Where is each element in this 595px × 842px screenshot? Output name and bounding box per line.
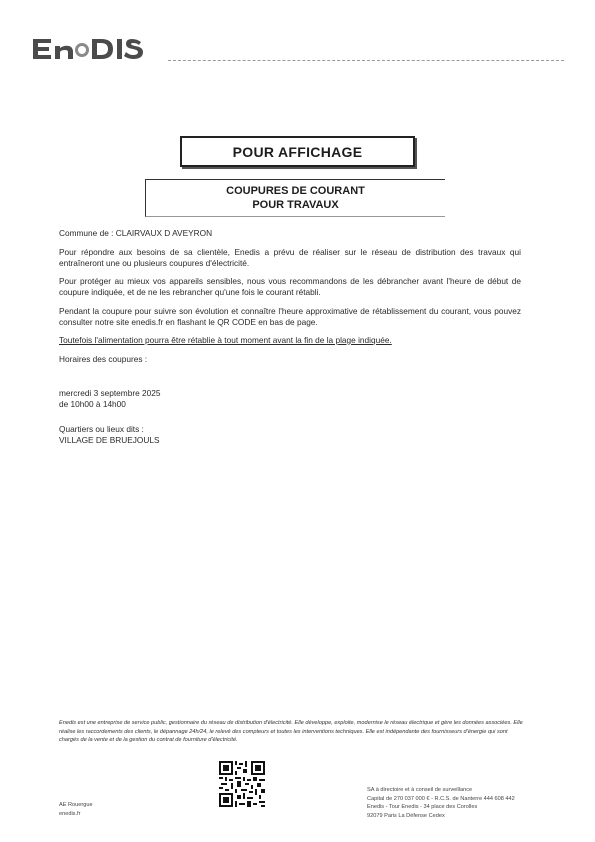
footer-website-link[interactable]: enedis.fr [59,811,81,817]
notice-title: POUR AFFICHAGE [232,143,363,160]
enedis-logo-icon [31,36,159,62]
outage-date: mercredi 3 septembre 2025 [59,388,161,398]
notice-subtitle-box [145,179,445,217]
footer-right-company-info [367,786,515,820]
places-label: Quartiers ou lieux dits : [59,423,144,434]
commune-line: Commune de : CLAIRVAUX D AVEYRON [59,228,213,238]
paragraph-1: Pour répondre aux besoins de sa clientèle, Enedis a prévu de réaliser sur le réseau de distribution des travaux qui entraîneront une ou plusieurs coupures d'électricité. [59,246,521,268]
footer-right-line1: SA à directoire et à conseil de surveillance [367,787,473,793]
header-rule [168,60,564,61]
qr-code-icon [219,761,265,807]
notice-subtitle-line2: POUR TRAVAUX [252,199,339,211]
outage-time-range: de 10h00 à 14h00 [59,399,126,409]
paragraph-2: Pour protéger au mieux vos appareils sensibles, nous vous recommandons de les débrancher avant l'heure de début de coupure indiquée, et de ne les rebrancher qu'une fois le courant rétabli. [59,276,521,297]
notice-title-box [180,136,415,167]
footer-right-line3: Enedis - Tour Enedis - 34 place des Corolles [367,804,478,810]
paragraph-3: Pendant la coupure pour suivre son évolution et connaître l'heure approximative de rétablissement du courant, vous pouvez consulter notre site enedis.fr en flashant le QR CODE en bas de page. [59,305,521,327]
place-name: VILLAGE DE BRUEJOULS [59,434,160,445]
schedule-label: Horaires des coupures : [59,353,148,364]
notice-subtitle-line1: COUPURES DE COURANT [226,185,365,197]
footer-left-line1: AE Rouergue [59,802,93,808]
footer-right-line2: Capital de 270 037 000 € - R.C.S. de Nanterre 444 608 442 [367,795,515,802]
footer-left-address [59,801,93,819]
qr-code[interactable] [219,761,265,807]
footer-right-line4: 92079 Paris La Défense Cedex [367,812,445,819]
enedis-logo [31,36,159,69]
footer-legal-text: Enedis est une entreprise de service public, gestionnaire du réseau de distribution d'électricité. Elle développe, exploite, modernise le réseau électrique et gère les données associées. Elle réalise les raccordements des clients, le dépannage 24h/24, le relevé des compteurs et toutes les interventions techniques. Elle est indépendante des fournisseurs d'énergie qui sont chargés de la vente et de la gestion du contrat de fourniture d'électricité. [59,720,523,743]
notice-body [59,228,521,453]
warning-line: Toutefois l'alimentation pourra être rétablie à tout moment avant la fin de la plage indiquée. [59,335,392,345]
